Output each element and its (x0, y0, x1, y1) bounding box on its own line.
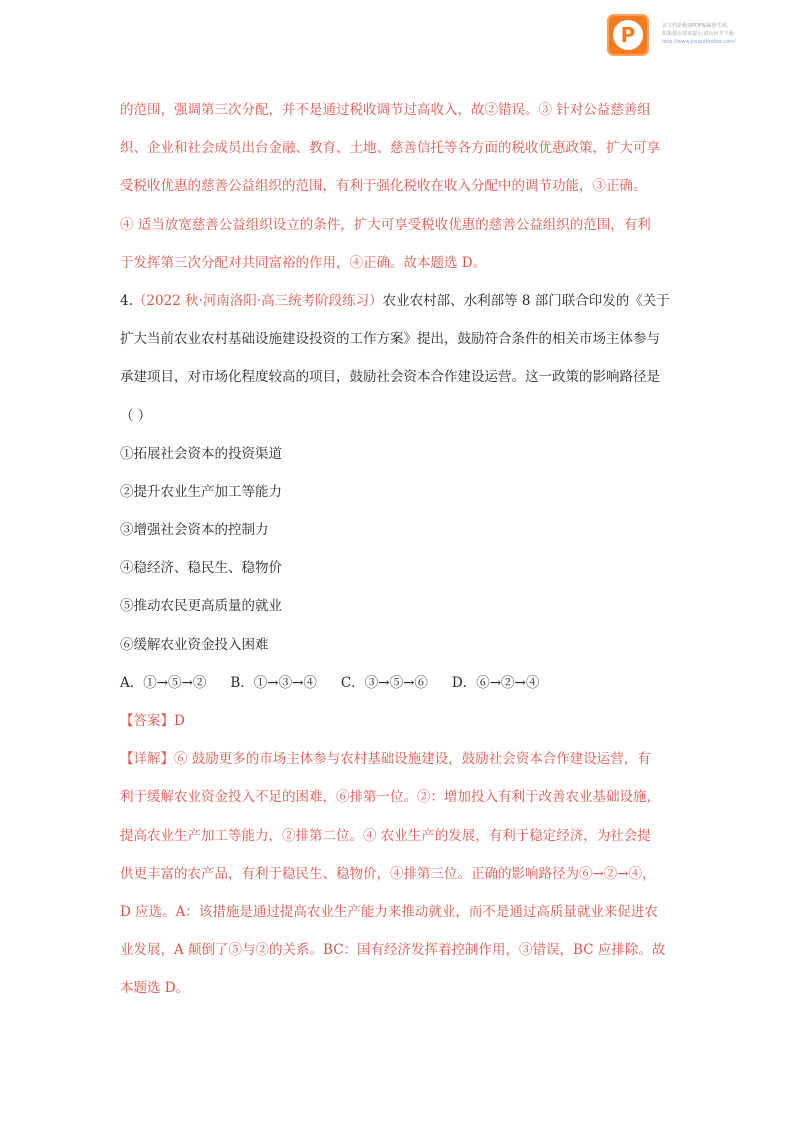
statement-item: ③增强社会资本的控制力 (120, 522, 269, 539)
explanation-line: 业发展，A 颠倒了⑤与②的关系。BC：国有经济发挥着控制作用，③错误，BC 应排除。故 (120, 942, 666, 959)
notice-line: 该文档是极速PDF编辑器生成, (662, 23, 729, 29)
option-c: C．③→⑤→⑥ (340, 674, 428, 691)
prev-explanation-line: 于发挥第三次分配对共同富裕的作用，④正确。故本题选 D。 (120, 254, 487, 271)
answer-label: 【答案】 (120, 713, 174, 729)
statement-item: ⑥缓解农业资金投入困难 (120, 636, 269, 653)
notice-line: 如果想去掉该提示,请访问并下载: (662, 31, 736, 37)
logo-letter: P (613, 20, 643, 50)
option-d: D．⑥→②→④ (451, 674, 540, 691)
prev-explanation-line: 的范围，强调第三次分配，并不是通过税收调节过高收入，故②错误。③ 针对公益慈善组 (120, 102, 651, 118)
question-stem-line: 承建项目，对市场化程度较高的项目，鼓励社会资本合作建设运营。这一政策的影响路径是 (120, 369, 660, 386)
notice-link[interactable]: http://www.jisupdfeditor.com/ (662, 39, 736, 45)
prev-explanation-line: 织、企业和社会成员出台金融、教育、土地、慈善信托等各方面的税收优惠政策，扩大可享 (120, 140, 660, 157)
question-stem-line (120, 287, 678, 325)
option-b: B．①→③→④ (230, 674, 317, 691)
question-source: （2022 秋·河南洛阳·高三统考阶段练习） (132, 292, 383, 309)
explanation-text: ⑥ 鼓励更多的市场主体参与农村基础设施建设，鼓励社会资本合作建设运营，有 (174, 751, 651, 768)
statement-item: ①拓展社会资本的投资渠道 (120, 445, 282, 462)
explanation-line: 本题选 D。 (120, 980, 190, 997)
explanation-line: 提高农业生产加工等能力，②排第二位。④ 农业生产的发展，有利于稳定经济，为社会提 (120, 827, 651, 844)
answer-line (120, 707, 678, 745)
watermark-notice (662, 22, 782, 46)
explanation-line: 供更丰富的农产品，有利于稳民生、稳物价，④排第三位。正确的影响路径为⑥→②→④， (120, 865, 656, 882)
statement-item: ④稳经济、稳民生、稳物价 (120, 560, 282, 577)
prev-explanation-line: ④ 适当放宽慈善公益组织设立的条件，扩大可享受税收优惠的慈善公益组织的范围，有利 (120, 216, 651, 233)
pdf-editor-logo-icon (607, 14, 649, 56)
question-blank: （ ） (120, 407, 152, 424)
statement-item: ②提升农业生产加工等能力 (120, 483, 282, 500)
question-number: 4. (120, 292, 133, 309)
question-text: 农业农村部、水利部等 8 部门联合印发的《关于 (382, 292, 670, 309)
explanation-line: D 应选。A：该措施是通过提高农业生产能力来推动就业，而不是通过高质量就业来促进农 (120, 903, 658, 920)
answer-value: D (174, 713, 185, 729)
prev-explanation-line: 受税收优惠的慈善公益组织的范围，有利于强化税收在收入分配中的调节功能，③正确。 (120, 178, 647, 195)
question-stem-line: 扩大当前农业农村基础设施建设投资的工作方案》提出，鼓励符合条件的相关市场主体参与 (120, 331, 660, 348)
statement-item: ⑤推动农民更高质量的就业 (120, 598, 282, 615)
explanation-line (120, 745, 678, 783)
document-body (120, 96, 678, 1013)
explanation-line: 利于缓解农业资金投入不足的困难，⑥排第一位。②：增加投入有利于改善农业基础设施， (120, 789, 660, 806)
answer-options (120, 669, 678, 707)
explanation-label: 【详解】 (120, 751, 174, 768)
option-a: A．①→⑤→② (120, 674, 207, 691)
